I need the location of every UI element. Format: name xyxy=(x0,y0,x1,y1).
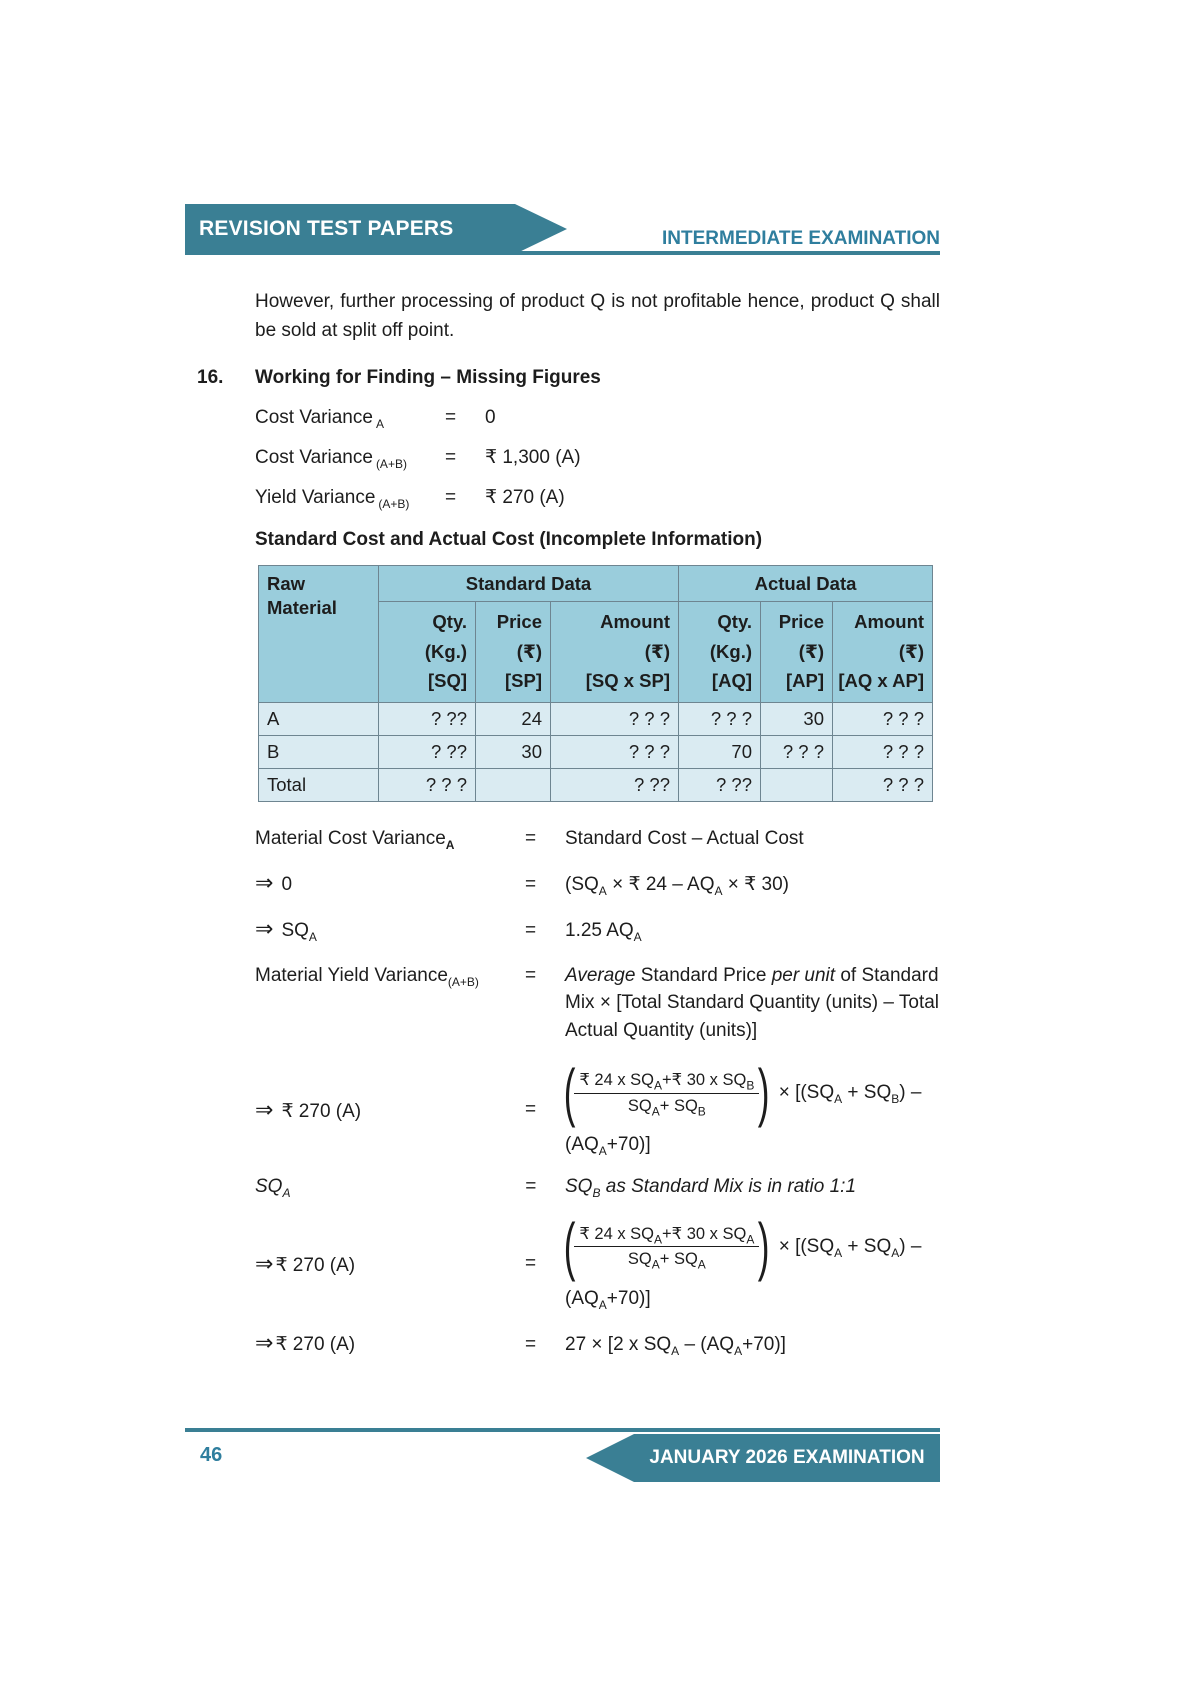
header-banner-label: REVISION TEST PAPERS xyxy=(199,217,454,240)
cell xyxy=(761,768,833,801)
variance-label: Cost Variance $_{(A+B)}$ xyxy=(255,447,407,471)
cell: ? ?? xyxy=(551,768,679,801)
rhs: ($SQ_A$ × ₹ $24 - AQ_A$ × ₹ 30) xyxy=(565,873,789,898)
header-banner xyxy=(185,204,515,254)
equals-sign: = xyxy=(525,964,537,986)
implies-arrow: ⇒ xyxy=(255,1097,274,1123)
cell: 24 xyxy=(476,702,551,735)
equals-sign: = xyxy=(525,1252,537,1274)
cost-table xyxy=(258,565,933,802)
intro-paragraph: However, further processing of product Q is not profitable hence, product Q shall be sold at split off point. xyxy=(255,291,940,341)
corner-header: Raw Material xyxy=(259,566,379,703)
left-paren: ( xyxy=(563,1210,576,1283)
variance-value: ₹ 270 (A) xyxy=(485,487,565,508)
group-header-standard: Standard Data xyxy=(379,566,679,602)
equals-sign: = xyxy=(525,827,537,849)
col-header-aqap: Amount (₹) [AQ x AP] xyxy=(833,602,933,703)
working-row-7 xyxy=(255,1210,940,1312)
section-number: 16. xyxy=(197,367,224,388)
col-header-sqsp: Amount (₹) [SQ x SP] xyxy=(551,602,679,703)
cell: ? ?? xyxy=(379,735,476,768)
cell: ? ? ? xyxy=(833,768,933,801)
rhs xyxy=(563,1210,940,1312)
cell: 70 xyxy=(679,735,761,768)
fraction-expression xyxy=(563,1056,940,1129)
rhs xyxy=(563,1056,940,1158)
page-content xyxy=(185,288,940,1376)
right-paren: ) xyxy=(758,1056,770,1129)
equals-sign: = xyxy=(525,1176,537,1198)
row-label: A xyxy=(259,702,379,735)
working-row-6 xyxy=(255,1176,940,1198)
row-label: B xyxy=(259,735,379,768)
section-title: Working for Finding – Missing Figures xyxy=(255,367,601,388)
table-row xyxy=(259,702,933,735)
fraction-tail: × [$(SQ_A + SQ_A)$ – xyxy=(778,1235,922,1260)
cell xyxy=(476,768,551,801)
cell: ? ? ? xyxy=(551,735,679,768)
col-header-sp: Price (₹) [SP] xyxy=(476,602,551,703)
footer-rule xyxy=(185,1428,940,1432)
variance-row xyxy=(255,486,940,509)
variance-summary xyxy=(255,407,940,509)
implies-arrow: ⇒ xyxy=(255,869,274,895)
cell: ? ? ? xyxy=(679,702,761,735)
footer-banner-label: JANUARY 2026 EXAMINATION xyxy=(649,1447,925,1468)
cell: 30 xyxy=(761,702,833,735)
cell: 30 xyxy=(476,735,551,768)
footer-banner xyxy=(634,1434,940,1482)
variance-row xyxy=(255,446,940,469)
header-title: INTERMEDIATE EXAMINATION xyxy=(662,228,940,249)
variance-value: ₹ 1,300 (A) xyxy=(485,447,581,468)
cell: ? ? ? xyxy=(551,702,679,735)
working-row-4 xyxy=(255,962,940,1045)
col-header-sq: Qty. (Kg.) [SQ] xyxy=(379,602,476,703)
right-paren: ) xyxy=(758,1210,770,1283)
working-row-2 xyxy=(255,870,940,896)
lhs: Material Cost Variance$_A$ xyxy=(255,827,455,852)
cell: ? ?? xyxy=(379,702,476,735)
working-row-1 xyxy=(255,828,940,850)
equals-sign: = xyxy=(525,1333,537,1355)
section-heading xyxy=(185,367,940,389)
table-group-row xyxy=(259,566,933,602)
variance-label: Yield Variance $_{(A+B)}$ xyxy=(255,487,410,511)
fraction-tail: × [$(SQ_A + SQ_B)$ – xyxy=(778,1082,922,1107)
equals-sign: = xyxy=(445,447,457,468)
cell: ? ? ? xyxy=(761,735,833,768)
fraction-continuation: $(AQ_A+70)$] xyxy=(565,1134,651,1158)
working-row-5 xyxy=(255,1056,940,1158)
cell: ? ? ? xyxy=(833,702,933,735)
table-row-total xyxy=(259,768,933,801)
table-row xyxy=(259,735,933,768)
implies-arrow: ⇒ xyxy=(255,1250,274,1276)
rhs: Average Standard Price per unit of Standard Mix × [Total Standard Quantity (units) – Total Actual Quantity (units)] xyxy=(565,964,940,1041)
lhs: ⇒ $SQ_A$ xyxy=(255,915,317,944)
fraction: $\frac{₹ 24 x SQ_A+₹ 30 x SQ_B}{SQ_A+ SQ_B}$ xyxy=(574,1069,759,1117)
lhs: ⇒ ₹ 270 (A) xyxy=(255,1250,356,1276)
implies-arrow: ⇒ xyxy=(255,1329,274,1355)
lhs: $SQ_A$ xyxy=(255,1176,291,1200)
variance-row xyxy=(255,407,940,429)
col-header-ap: Price (₹) [AP] xyxy=(761,602,833,703)
workings-block xyxy=(255,828,940,1356)
lhs: ⇒ ₹ 270 (A) xyxy=(255,1097,362,1123)
equals-sign: = xyxy=(445,487,457,508)
cell: ? ? ? xyxy=(833,735,933,768)
equals-sign: = xyxy=(525,919,537,941)
equals-sign: = xyxy=(445,407,457,428)
row-label: Total xyxy=(259,768,379,801)
cell: ? ?? xyxy=(679,768,761,801)
cell: ? ? ? xyxy=(379,768,476,801)
lhs: ⇒ 0 xyxy=(255,869,293,895)
fraction: $\frac{₹ 24 x SQ_A+₹ 30 x SQ_A}{SQ_A+ SQ_A}$ xyxy=(574,1223,759,1271)
rhs: 27 × [2 x $SQ_A - (AQ_A+70)$] xyxy=(565,1333,786,1358)
rhs: $SQ_B$ as Standard Mix is in ratio 1:1 xyxy=(565,1176,857,1200)
lhs: ⇒ ₹ 270 (A) xyxy=(255,1329,356,1355)
working-row-3 xyxy=(255,916,940,942)
equals-sign: = xyxy=(525,873,537,895)
group-header-actual: Actual Data xyxy=(679,566,933,602)
working-row-8 xyxy=(255,1330,940,1356)
page-number: 46 xyxy=(200,1444,223,1466)
col-header-aq: Qty. (Kg.) [AQ] xyxy=(679,602,761,703)
variance-value: 0 xyxy=(485,407,496,428)
lhs: Material Yield Variance$_{(A+B)}$ xyxy=(255,964,479,989)
equals-sign: = xyxy=(525,1099,537,1121)
implies-arrow: ⇒ xyxy=(255,915,274,941)
table-title: Standard Cost and Actual Cost (Incomplete Information) xyxy=(255,529,763,550)
fraction-continuation: $(AQ_A+70)$] xyxy=(565,1287,651,1312)
variance-label: Cost Variance $_A$ xyxy=(255,407,384,431)
rhs: 1.25 $AQ_A$ xyxy=(565,919,642,944)
rhs: Standard Cost – Actual Cost xyxy=(565,827,804,849)
fraction-expression xyxy=(563,1210,940,1283)
left-paren: ( xyxy=(563,1056,576,1129)
